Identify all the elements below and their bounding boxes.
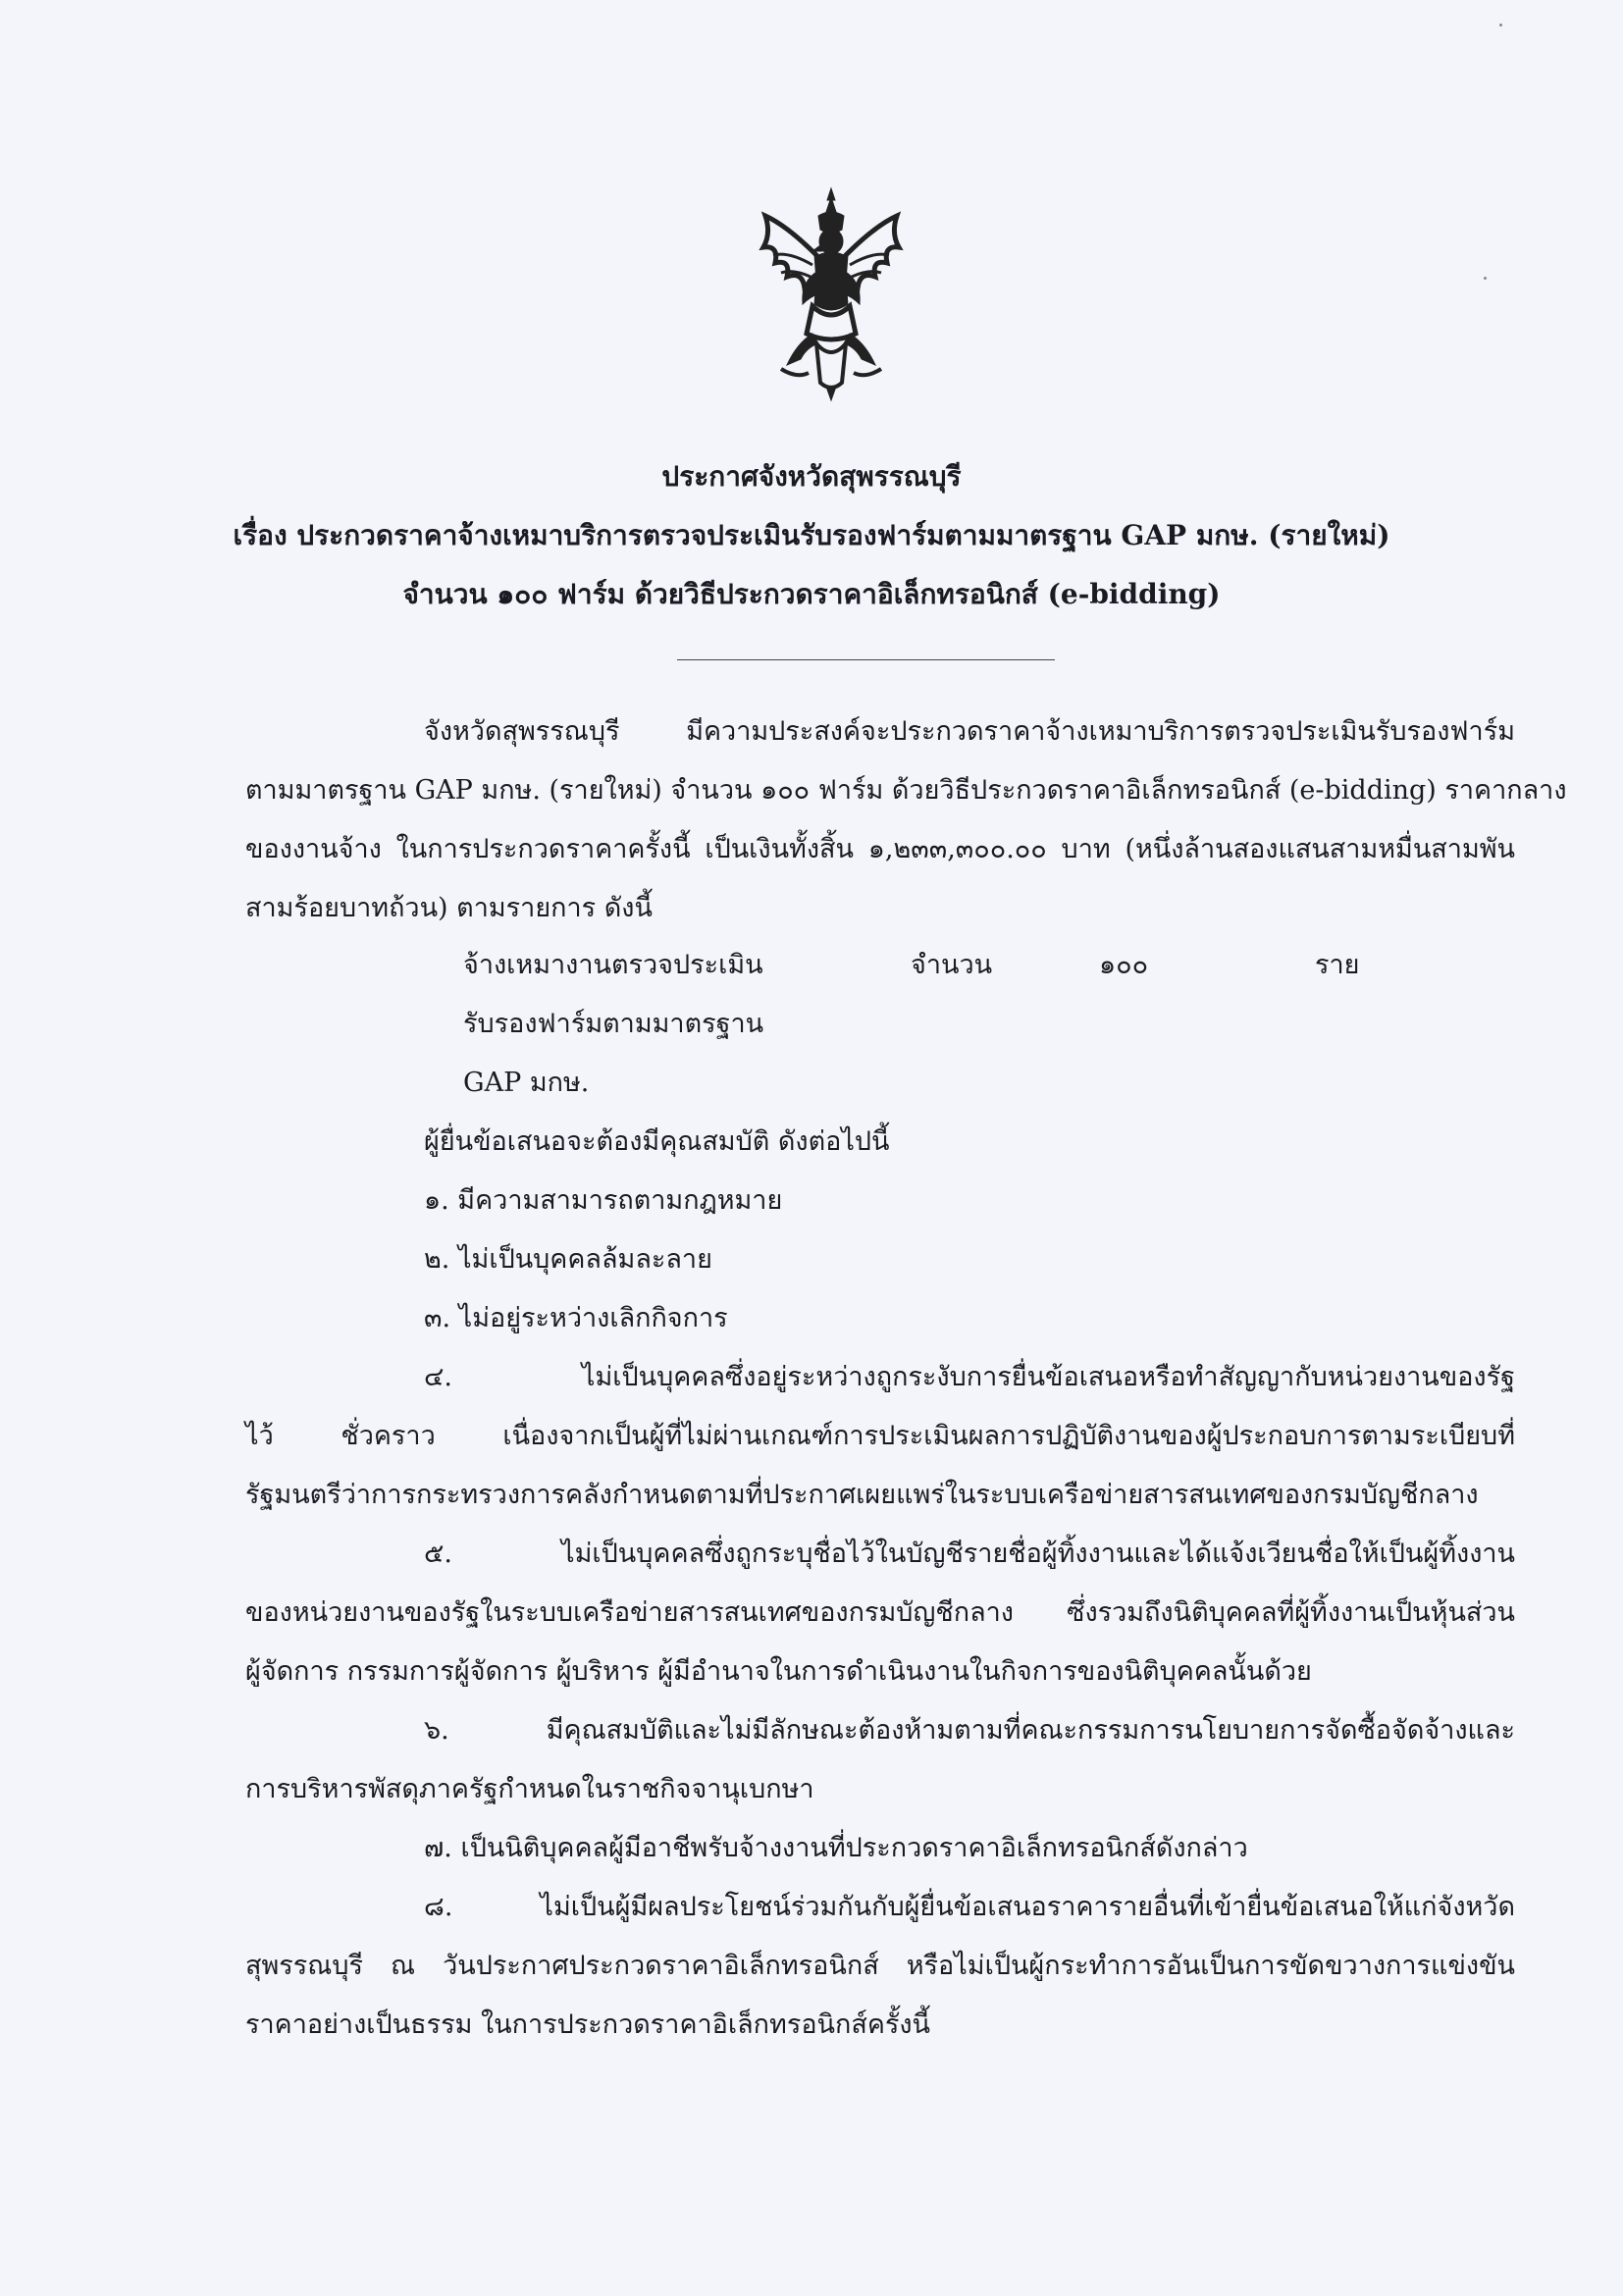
item-description: GAP มกษ.	[463, 1068, 590, 1098]
qualification-item: ราคาอย่างเป็นธรรม ในการประกวดราคาอิเล็กทรอนิกส์ครั้งนี้	[245, 2009, 931, 2040]
announcement-title: ประกาศจังหวัดสุพรรณบุรี	[661, 460, 962, 493]
item-description: จ้างเหมางานตรวจประเมิน	[463, 950, 763, 980]
intro-line: ตามมาตรฐาน GAP มกษ. (รายใหม่) จำนวน ๑๐๐ ฟาร์ม ด้วยวิธีประกวดราคาอิเล็กทรอนิกส์ (e-bidding) ราคากลาง	[245, 775, 1567, 806]
qualification-item: ๔. ไม่เป็นบุคคลซึ่งอยู่ระหว่างถูกระงับการยื่นข้อเสนอหรือทำสัญญากับหน่วยงานของรัฐ	[424, 1362, 1515, 1392]
qualification-item: ๒. ไม่เป็นบุคคลล้มละลาย	[424, 1244, 712, 1275]
title-divider	[677, 659, 1055, 660]
qualification-item: ๘. ไม่เป็นผู้มีผลประโยชน์ร่วมกันกับผู้ยื่นข้อเสนอราคารายอื่นที่เข้ายื่นข้อเสนอให้แก่จังหวัด	[424, 1892, 1515, 1922]
scan-speck	[1499, 24, 1502, 26]
qualifications-heading: ผู้ยื่นข้อเสนอจะต้องมีคุณสมบัติ ดังต่อไปนี้	[424, 1126, 890, 1157]
subject-line-continued: จำนวน ๑๐๐ ฟาร์ม ด้วยวิธีประกวดราคาอิเล็กทรอนิกส์ (e-bidding)	[402, 578, 1221, 610]
qualification-item: สุพรรณบุรี ณ วันประกาศประกวดราคาอิเล็กทรอนิกส์ หรือไม่เป็นผู้กระทำการอันเป็นการขัดขวางการแข่งขัน	[245, 1951, 1515, 1981]
garuda-emblem-icon	[758, 186, 905, 402]
qualification-item: ๓. ไม่อยู่ระหว่างเลิกกิจการ	[424, 1303, 728, 1333]
item-unit: ราย	[1315, 950, 1360, 980]
qualification-item: ผู้จัดการ กรรมการผู้จัดการ ผู้บริหาร ผู้มีอำนาจในการดำเนินงานในกิจการของนิติบุคคลนั้นด้วย	[245, 1656, 1312, 1687]
qualification-item: ๗. เป็นนิติบุคคลผู้มีอาชีพรับจ้างงานที่ประกวดราคาอิเล็กทรอนิกส์ดังกล่าว	[424, 1833, 1248, 1863]
item-description: รับรองฟาร์มตามมาตรฐาน	[463, 1009, 764, 1039]
subject-line: เรื่อง ประกวดราคาจ้างเหมาบริการตรวจประเมินรับรองฟาร์มตามมาตรฐาน GAP มกษ. (รายใหม่)	[233, 519, 1390, 551]
qualification-item: ไว้ ชั่วคราว เนื่องจากเป็นผู้ที่ไม่ผ่านเกณฑ์การประเมินผลการปฏิบัติงานของผู้ประกอบการตามระเบียบที่	[245, 1421, 1515, 1451]
qualification-item: ๖. มีคุณสมบัติและไม่มีลักษณะต้องห้ามตามที่คณะกรรมการนโยบายการจัดซื้อจัดจ้างและ	[424, 1715, 1515, 1746]
scan-speck	[1484, 277, 1487, 280]
qualification-item: ๑. มีความสามารถตามกฎหมาย	[424, 1185, 783, 1216]
item-quantity-label: จำนวน	[911, 950, 993, 980]
qualification-item: รัฐมนตรีว่าการกระทรวงการคลังกำหนดตามที่ประกาศเผยแพร่ในระบบเครือข่ายสารสนเทศของกรมบัญชีกลาง	[245, 1480, 1479, 1510]
qualification-item: การบริหารพัสดุภาครัฐกำหนดในราชกิจจานุเบกษา	[245, 1774, 814, 1804]
intro-line: จังหวัดสุพรรณบุรี มีความประสงค์จะประกวดราคาจ้างเหมาบริการตรวจประเมินรับรองฟาร์ม	[424, 716, 1515, 747]
intro-line: ของงานจ้าง ในการประกวดราคาครั้งนี้ เป็นเงินทั้งสิ้น ๑,๒๓๓,๓๐๐.๐๐ บาท (หนึ่งล้านสองแสนสามหมื่นสามพัน	[245, 834, 1515, 864]
qualification-item: ของหน่วยงานของรัฐในระบบเครือข่ายสารสนเทศของกรมบัญชีกลาง ซึ่งรวมถึงนิติบุคคลที่ผู้ทิ้งงานเป็นหุ้นส่วน	[245, 1597, 1515, 1628]
item-quantity: ๑๐๐	[1099, 950, 1149, 980]
qualification-item: ๕. ไม่เป็นบุคคลซึ่งถูกระบุชื่อไว้ในบัญชีรายชื่อผู้ทิ้งงานและได้แจ้งเวียนชื่อให้เป็นผู้ทิ้งงาน	[424, 1539, 1515, 1569]
intro-line: สามร้อยบาทถ้วน) ตามรายการ ดังนี้	[245, 893, 653, 923]
